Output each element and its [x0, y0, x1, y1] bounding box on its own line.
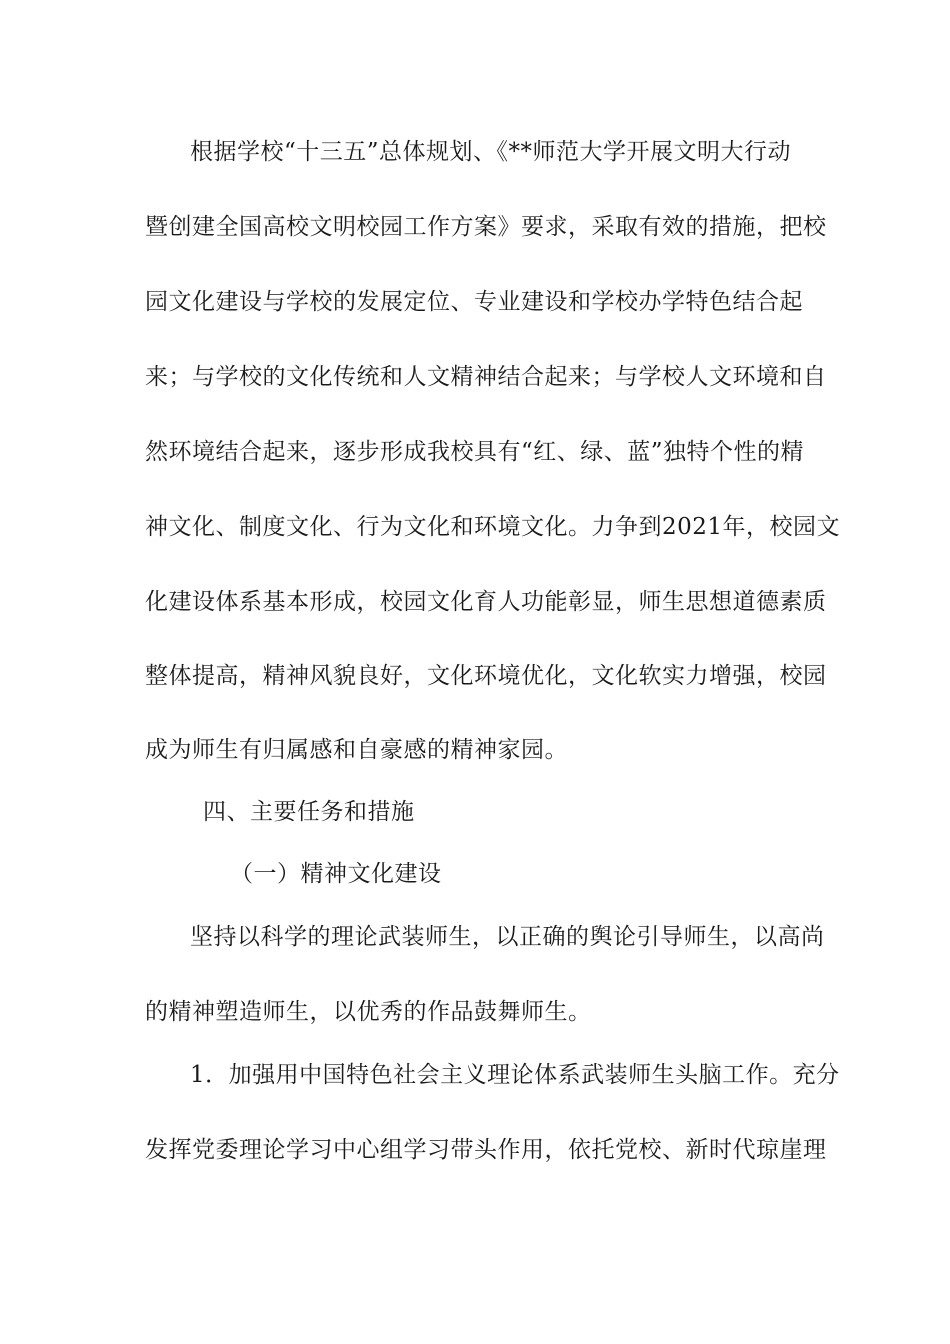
paragraph-1-line-4: 来；与学校的文化传统和人文精神结合起来；与学校人文环境和自	[145, 364, 827, 390]
paragraph-1-line-8: 整体提高，精神风貌良好，文化环境优化，文化软实力增强，校园	[145, 663, 827, 689]
paragraph-1-line-7: 化建设体系基本形成，校园文化育人功能彰显，师生思想道德素质	[145, 589, 827, 615]
paragraph-3-line-1: 1．加强用中国特色社会主义理论体系武装师生头脑工作。充分	[190, 1062, 840, 1088]
section-heading: 四、主要任务和措施	[203, 799, 415, 825]
paragraph-1-line-6: 神文化、制度文化、行为文化和环境文化。力争到2021年，校园文	[145, 514, 841, 540]
paragraph-1-line-9: 成为师生有归属感和自豪感的精神家园。	[145, 737, 568, 763]
paragraph-1-line-1: 根据学校“十三五”总体规划、《**师范大学开展文明大行动	[190, 139, 792, 165]
paragraph-1-line-3: 园文化建设与学校的发展定位、专业建设和学校办学特色结合起	[145, 289, 803, 315]
paragraph-2-line-2: 的精神塑造师生，以优秀的作品鼓舞师生。	[145, 999, 592, 1025]
paragraph-2-line-1: 坚持以科学的理论武装师生，以正确的舆论引导师生，以高尚	[190, 924, 825, 950]
paragraph-1-line-5: 然环境结合起来，逐步形成我校具有“红、绿、蓝”独特个性的精	[145, 439, 805, 465]
subsection-heading: （一）精神文化建设	[230, 861, 442, 887]
paragraph-3-line-2: 发挥党委理论学习中心组学习带头作用，依托党校、新时代琼崖理	[145, 1137, 827, 1163]
paragraph-1-line-2: 暨创建全国高校文明校园工作方案》要求，采取有效的措施，把校	[145, 214, 827, 240]
